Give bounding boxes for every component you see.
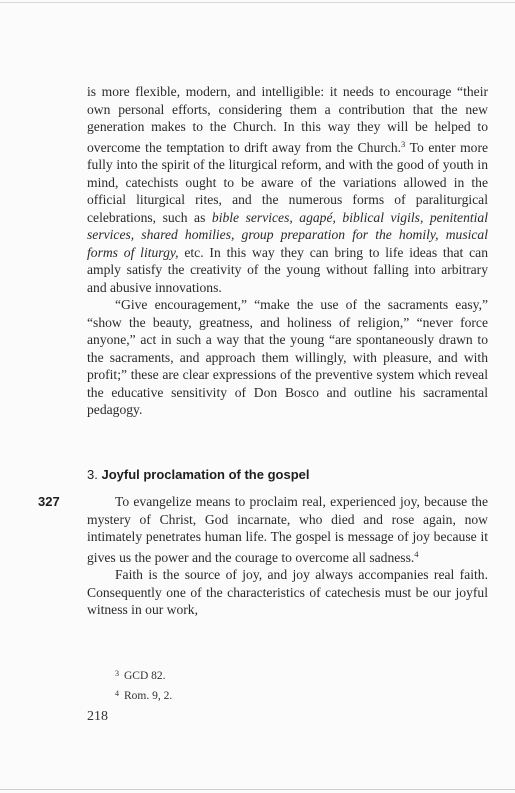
paragraph-liturgy: is more flexible, modern, and intelligible: it needs to encourage “their own personal efforts, considering them a contribution that the new generation makes to the Church. In this way they will be helped to overcome the temptation to drift away from the Church.$^3$ To enter more fully into the spirit of the liturgical reform, and with the good of youth in mind, catechists ought to be aware of the variations allowed in the official liturgical rites, and the numerous forms of paraliturgical celebrations, such as bible services, agapé, biblical vigils, penitential services, shared homilies, group preparation for the homily, musical forms of liturgy, etc. In this way they can bring to life ideas that can amply satisfy the creativity of the young without falling into arbitrary and abusive innovations. — [87, 84, 489, 295]
paragraph-faith: Faith is the source of joy, and joy always accompanies real faith. Consequently one of the characteristics of catechesis must be our joyful witness in our work, — [87, 567, 488, 617]
paragraph-encouragement: “Give encouragement,” “make the use of the sacraments easy,” “show the beauty, greatness, and holiness of religion,” “never force anyone,” act in such a way that the young “are spontaneously drawn to the sacraments, and approach them willingly, with pleasure, and with profit;” these are clear expressions of the preventive system which reveal the educative sensitivity of Don Bosco and outline his sacramental pedagogy. — [87, 297, 488, 417]
italic-forms-list: bible services, agapé, biblical vigils, penitential services, shared homilies, group preparation for the homily, musical forms of liturgy, — [87, 209, 488, 260]
footnote-3: $^3$ GCD 82. — [115, 669, 166, 682]
bottom-edge-line — [0, 789, 515, 790]
footnotes — [115, 665, 172, 705]
top-edge-line — [0, 2, 515, 3]
section-title: Joyful proclamation of the gospel — [101, 467, 310, 482]
paragraph-evangelize: To evangelize means to proclaim real, experienced joy, because the mystery of Christ, God incarnate, who died and rose again, now intimately penetrates human life. The gospel is message of joy because it gives us the power and the courage to overcome all sadness.$^4$ — [87, 494, 488, 565]
section-number: 3. — [87, 467, 98, 482]
margin-paragraph-number: 327 — [38, 494, 60, 509]
body-text-lower — [87, 493, 488, 619]
footnote-ref-3: 3 — [401, 138, 406, 149]
page-number: 218 — [87, 709, 108, 724]
footnote-ref-4: 4 — [414, 548, 419, 559]
body-text-upper — [87, 83, 488, 419]
section-heading — [87, 467, 310, 482]
footnote-4: $^4$ Rom. 9, 2. — [115, 689, 173, 702]
